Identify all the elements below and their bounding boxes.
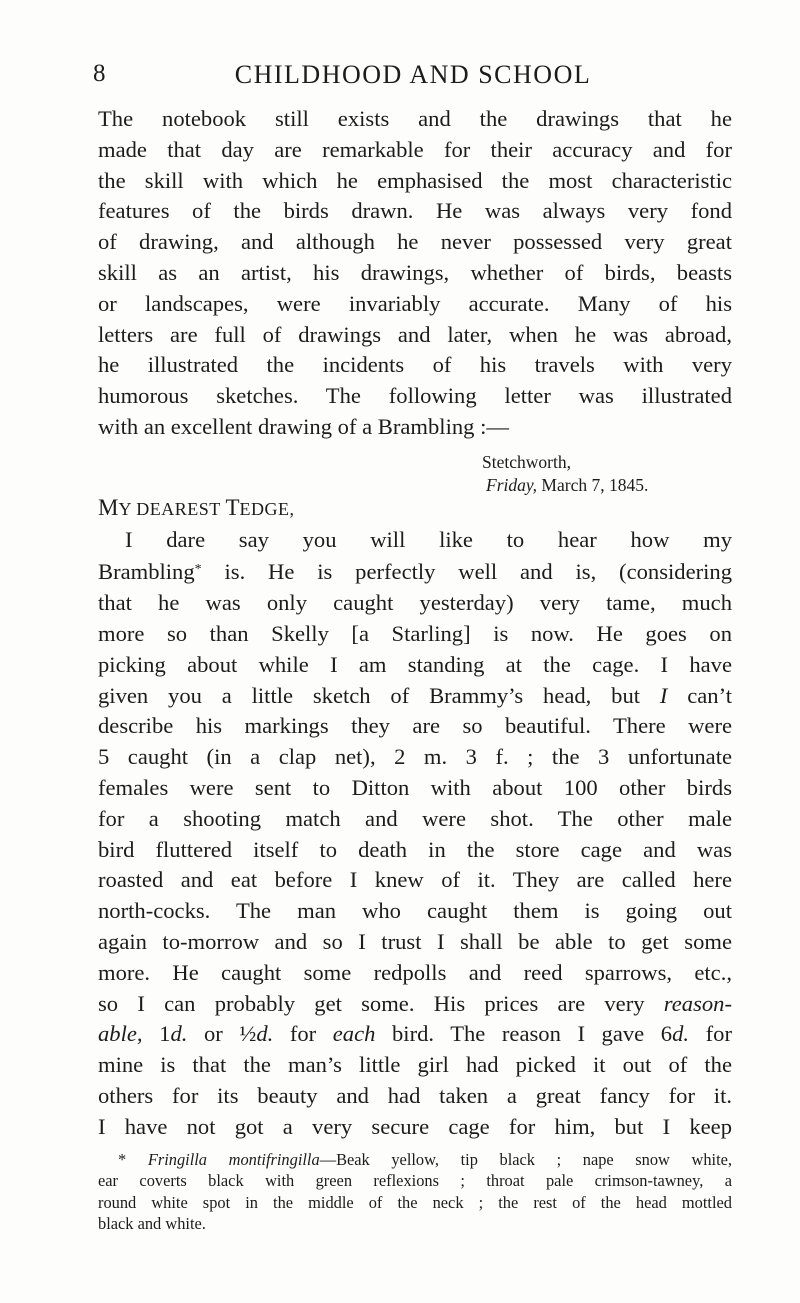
letter-line-italic: d. xyxy=(672,1021,690,1047)
text-line: The notebook still exists and the drawings that he xyxy=(98,106,732,131)
footnote xyxy=(98,1149,732,1235)
page-body xyxy=(98,104,732,1235)
salutation-text: Y DEAREST xyxy=(118,498,226,519)
text-line: he illustrated the incidents of his travels with very xyxy=(98,352,732,378)
letter-line-italic: I xyxy=(659,682,668,708)
text-line: skill as an artist, his drawings, whether of birds, beasts xyxy=(98,259,732,285)
letter-line xyxy=(98,555,732,588)
letter-line xyxy=(98,681,732,712)
letter-line-text: 1 xyxy=(142,1021,171,1047)
footnote-marker: * xyxy=(194,562,202,578)
letter-line-text: is. He is perfectly well and is, (considering xyxy=(201,559,732,585)
letter-date-rest: March 7, 1845. xyxy=(537,474,649,495)
text-line: of drawing, and although he never possessed very great xyxy=(98,229,732,255)
letter-line: more. He caught some redpolls and reed sparrows, etc., xyxy=(98,959,732,985)
letter-line: 5 caught (in a clap net), 2 m. 3 f. ; the 3 unfortunate xyxy=(98,744,732,770)
letter-line-italic: each xyxy=(332,1021,376,1047)
letter-line: I have not got a very secure cage for him, but I keep xyxy=(98,1113,732,1139)
text-line: with an excellent drawing of a Brambling :— xyxy=(98,413,509,439)
footnote-marker: * xyxy=(118,1149,127,1169)
footnote-line: black and white. xyxy=(98,1214,206,1233)
letter-line-text: bird. The reason I gave 6 xyxy=(375,1021,673,1047)
letter-line xyxy=(98,989,732,1020)
footnote-text: —Beak yellow, tip black ; nape snow white, xyxy=(319,1149,733,1169)
text-line: or landscapes, were invariably accurate. Many of his xyxy=(98,290,732,316)
letter-line-italic: reason- xyxy=(663,990,732,1016)
letter-place: Stetchworth, xyxy=(482,451,571,472)
letter-line: north-cocks. The man who caught them is going out xyxy=(98,898,732,924)
letter-line-italic: d. xyxy=(170,1021,188,1047)
letter-line-text: Brambling xyxy=(98,559,195,585)
letter-line-text: given you a little sketch of Brammy’s head, but xyxy=(98,682,660,708)
letter-address xyxy=(98,451,732,497)
salutation-initial: M xyxy=(98,494,119,520)
text-line: made that day are remarkable for their accuracy and for xyxy=(98,136,732,162)
letter-line-text: so I can probably get some. His prices are very xyxy=(98,990,664,1016)
text-line: features of the birds drawn. He was always very fond xyxy=(98,198,732,224)
letter-line-text: can’t xyxy=(667,682,732,708)
footnote-species: Fringilla montifringilla xyxy=(147,1149,320,1169)
letter-salutation xyxy=(98,493,732,525)
letter-line: for a shooting match and were shot. The other male xyxy=(98,805,732,831)
letter-line-italic: able, xyxy=(98,1021,143,1047)
letter-line: again to-morrow and so I trust I shall be able to get some xyxy=(98,928,732,954)
letter-line: mine is that the man’s little girl had picked it out of the xyxy=(98,1052,732,1078)
letter-line: bird fluttered itself to death in the store cage and was xyxy=(98,836,732,862)
letter-date-day: Friday, xyxy=(486,474,538,495)
letter-line: more so than Skelly [a Starling] is now. He goes on xyxy=(98,620,732,646)
text-line: humorous sketches. The following letter was illustrated xyxy=(98,383,732,409)
text-line: the skill with which he emphasised the most characteristic xyxy=(98,167,732,193)
salutation-text: EDGE, xyxy=(239,498,295,519)
page-number: 8 xyxy=(93,60,106,87)
footnote-line: ear coverts black with green reflexions ; throat pale crimson-tawney, a xyxy=(98,1171,732,1190)
letter-line: I dare say you will like to hear how my xyxy=(125,526,732,552)
letter-line-text: for xyxy=(273,1021,333,1047)
footnote-line: round white spot in the middle of the neck ; the rest of the head mottled xyxy=(98,1192,732,1212)
letter-line xyxy=(98,1019,732,1050)
letter-line-text: or ½ xyxy=(187,1021,257,1047)
letter-line: others for its beauty and had taken a great fancy for it. xyxy=(98,1082,732,1108)
letter-line: females were sent to Ditton with about 100 other birds xyxy=(98,774,732,800)
letter-line: describe his markings they are so beautiful. There were xyxy=(98,713,732,739)
letter-line: roasted and eat before I knew of it. They are called here xyxy=(98,867,732,893)
letter-line: that he was only caught yesterday) very tame, much xyxy=(98,590,732,616)
letter-line: picking about while I am standing at the cage. I have xyxy=(98,651,732,677)
letter-line-italic: d. xyxy=(256,1021,274,1047)
running-title: CHILDHOOD AND SCHOOL xyxy=(234,60,592,89)
page-header xyxy=(93,58,733,92)
footnote-line xyxy=(98,1149,732,1171)
letter-line-text: for xyxy=(689,1021,732,1047)
salutation-initial: T xyxy=(225,494,240,520)
text-line: letters are full of drawings and later, when he was abroad, xyxy=(98,321,732,347)
